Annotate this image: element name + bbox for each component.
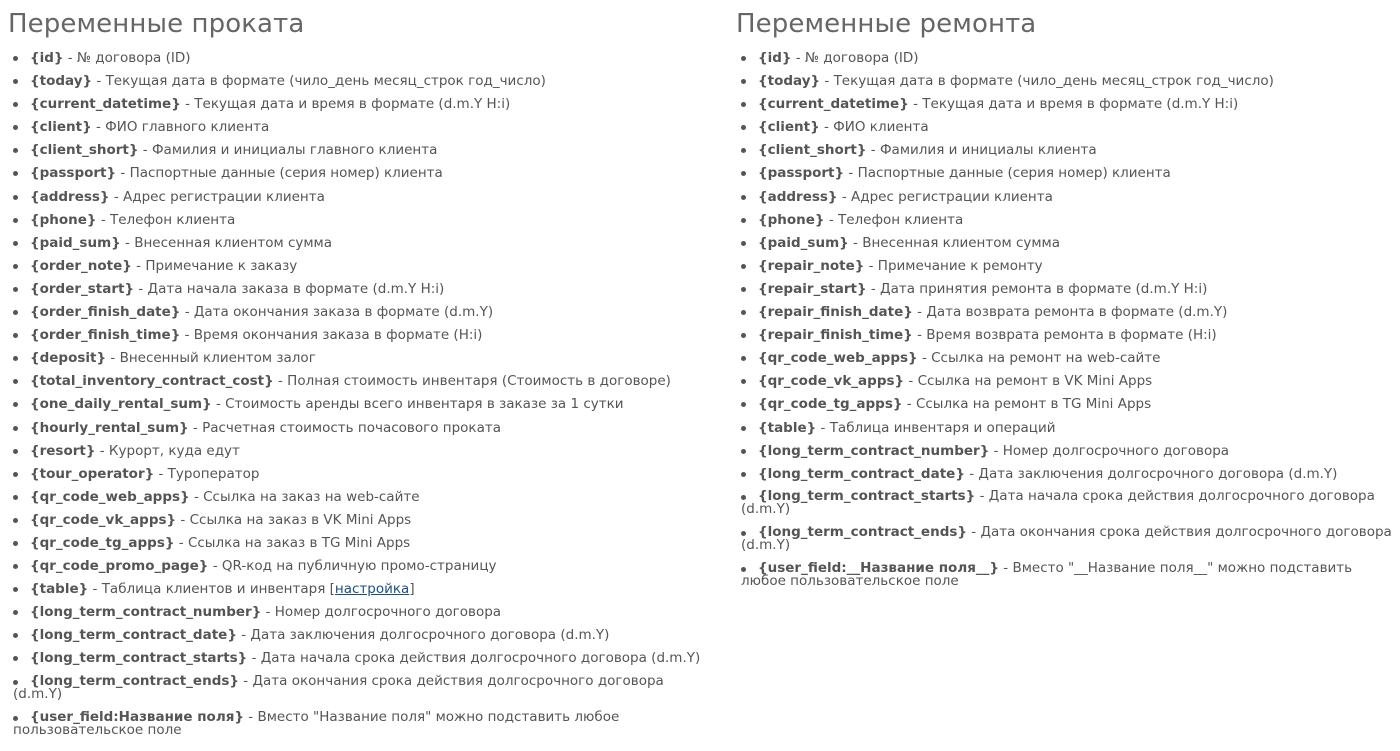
list-item (8, 601, 688, 624)
variable-name: {passport} (30, 165, 117, 182)
variable-name: {id} (758, 50, 792, 66)
variable-description: - № договора (ID) (63, 50, 191, 66)
variable-name: {today} (758, 73, 821, 90)
variable-name: {paid_sum} (758, 234, 849, 251)
list-item (736, 522, 1396, 558)
list-item (736, 301, 1396, 324)
variable-description: - Ссылка на заказ в TG Mini Apps (174, 534, 411, 551)
variable-name: {paid_sum} (30, 234, 121, 251)
list-item (8, 209, 688, 232)
list-item (8, 301, 688, 324)
variable-name: {qr_code_web_apps} (758, 350, 918, 367)
variable-description: - Время возврата ремонта в формате (H:i) (912, 327, 1217, 344)
variable-description: - Адрес регистрации клиента (837, 188, 1053, 205)
variable-name: {qr_code_vk_apps} (758, 373, 905, 390)
variable-description: - Внесенный клиентом залог (106, 350, 316, 367)
variable-description: - Ссылка на заказ в VK Mini Apps (176, 511, 412, 528)
variable-name: {long_term_contract_ends} (758, 523, 968, 540)
list-item (736, 116, 1396, 139)
list-item (736, 139, 1396, 162)
list-item (8, 324, 688, 347)
repair-variables-section (736, 8, 1396, 594)
variable-description: - Таблица клиентов и инвентаря [ (88, 581, 335, 598)
list-item (8, 347, 688, 370)
variable-description: - Текущая дата и время в формате (d.m.Y H:i) (180, 96, 511, 113)
variable-description: - Ссылка на ремонт на web-сайте (917, 350, 1161, 367)
variable-name: {passport} (758, 165, 845, 182)
variable-name: {client_short} (30, 142, 139, 159)
variable-description: - Дата возврата ремонта в формате (d.m.Y) (912, 304, 1228, 321)
variable-description: - Текущая дата в формате (чило_день месяц_строк год_число) (92, 73, 546, 90)
variable-description: - Текущая дата и время в формате (d.m.Y H:i) (908, 96, 1239, 113)
variable-name: {current_datetime} (30, 96, 181, 113)
list-item (736, 558, 1396, 594)
list-item (8, 532, 688, 555)
list-item (8, 93, 688, 116)
list-item (8, 463, 688, 486)
list-item (736, 70, 1396, 93)
variable-name: {repair_start} (758, 280, 867, 297)
variable-description: - Дата начала срока действия долгосрочного договора (d.m.Y) (741, 487, 1375, 518)
list-item (8, 370, 688, 393)
rental-variables-title: Переменные проката (8, 9, 305, 39)
variable-name: {repair_note} (758, 257, 865, 274)
list-item (8, 440, 688, 463)
variable-name: {long_term_contract_starts} (758, 487, 976, 504)
list-item (736, 278, 1396, 301)
list-item (8, 47, 688, 70)
variable-description: - Дата окончания срока действия долгосрочного договора (d.m.Y) (741, 523, 1392, 554)
variable-description: - ФИО клиента (819, 119, 929, 136)
variable-name: {repair_finish_date} (758, 304, 913, 321)
list-item (736, 47, 1396, 70)
variable-description: - Вместо "Название поля" можно подставить любое пользовательское поле (13, 708, 620, 739)
repair-variables-list (736, 47, 1396, 594)
variable-name: {order_start} (30, 280, 135, 297)
variable-description: - ФИО главного клиента (91, 119, 270, 136)
variable-name: {phone} (30, 211, 97, 228)
variable-name: {id} (30, 50, 64, 66)
list-item (8, 647, 701, 670)
list-item (8, 578, 688, 601)
variable-name: {deposit} (30, 350, 107, 367)
variable-name: {long_term_contract_ends} (30, 672, 240, 689)
variable-name: {client} (30, 119, 92, 136)
variable-description: - Стоимость аренды всего инвентаря в заказе за 1 сутки (211, 396, 624, 413)
variable-name: {qr_code_promo_page} (30, 558, 209, 575)
list-item (736, 162, 1396, 185)
list-item (736, 209, 1396, 232)
list-item (8, 671, 688, 707)
variable-description: - Текущая дата в формате (чило_день месяц_строк год_число) (820, 73, 1274, 90)
list-item (8, 707, 688, 743)
list-item (8, 255, 688, 278)
variable-description: - Дата окончания заказа в формате (d.m.Y) (180, 304, 494, 321)
variable-description: - Адрес регистрации клиента (109, 188, 325, 205)
variable-name: {user_field:__Название поля__} (758, 559, 999, 576)
list-item (736, 93, 1396, 116)
variable-name: {order_note} (30, 257, 132, 274)
variable-name: {address} (30, 188, 110, 205)
variable-description: - Фамилия и инициалы главного клиента (138, 142, 438, 159)
variable-description: - Дата начала срока действия долгосрочного договора (d.m.Y) (247, 650, 701, 667)
variable-description: - Расчетная стоимость почасового проката (188, 419, 501, 436)
list-item (736, 393, 1396, 416)
variable-description: - Номер долгосрочного договора (261, 604, 502, 621)
variable-name: {table} (758, 419, 817, 436)
table-settings-link[interactable]: настройка (334, 581, 410, 598)
list-item (8, 70, 688, 93)
variable-description: - Паспортные данные (серия номер) клиента (844, 165, 1171, 182)
variable-name: {tour_operator} (30, 465, 155, 482)
variable-description: - Ссылка на заказ на web-сайте (189, 488, 420, 505)
variable-description: - Телефон клиента (824, 211, 964, 228)
variable-description: - Дата окончания срока действия долгосрочного договора (d.m.Y) (13, 672, 664, 703)
variable-description: - Телефон клиента (96, 211, 236, 228)
variable-description: - Фамилия и инициалы клиента (866, 142, 1097, 159)
variable-name: {total_inventory_contract_cost} (30, 373, 274, 390)
variable-name: {qr_code_web_apps} (30, 488, 190, 505)
list-item (736, 463, 1396, 486)
variable-name: {long_term_contract_number} (758, 442, 990, 459)
list-item (8, 555, 688, 578)
list-item (8, 139, 688, 162)
variable-name: {qr_code_vk_apps} (30, 511, 177, 528)
variable-description: - QR-код на публичную промо-страницу (208, 558, 497, 575)
variable-name: {long_term_contract_number} (30, 604, 262, 621)
variable-name: {today} (30, 73, 93, 90)
variable-description: - Полная стоимость инвентаря (Стоимость в договоре) (273, 373, 671, 390)
list-item (736, 440, 1396, 463)
variable-name: {repair_finish_time} (758, 327, 913, 344)
variable-description: - Вместо "__Название поля__" можно подставить любое пользовательское поле (741, 559, 1353, 590)
rental-variables-list (8, 47, 701, 743)
list-item (8, 186, 688, 209)
list-item (736, 417, 1396, 440)
variable-name: {table} (30, 581, 89, 598)
list-item (8, 278, 688, 301)
list-item (8, 624, 688, 647)
list-item (736, 324, 1396, 347)
variable-name: {long_term_contract_starts} (30, 650, 248, 667)
variable-description: - Время окончания заказа в формате (H:i) (180, 327, 483, 344)
variable-description: - Дата начала заказа в формате (d.m.Y H:i) (134, 280, 445, 297)
variable-name: {long_term_contract_date} (30, 627, 237, 644)
variable-name: {client} (758, 119, 820, 136)
variable-name: {qr_code_tg_apps} (30, 534, 175, 551)
variable-description: - Внесенная клиентом сумма (848, 234, 1061, 251)
list-item (8, 162, 688, 185)
bracket-close: ] (409, 581, 415, 598)
list-item (736, 370, 1396, 393)
variable-description: - Внесенная клиентом сумма (120, 234, 333, 251)
variable-description: - Примечание к ремонту (864, 257, 1043, 274)
list-item (8, 509, 688, 532)
rental-variables-section (8, 8, 701, 743)
list-item (8, 486, 688, 509)
repair-variables-title: Переменные ремонта (736, 9, 1037, 39)
variable-name: {order_finish_time} (30, 327, 181, 344)
variable-name: {phone} (758, 211, 825, 228)
variable-name: {resort} (30, 442, 96, 459)
variable-description: - Курорт, куда едут (95, 442, 240, 459)
list-item (8, 116, 688, 139)
variable-description: - Дата заключения долгосрочного договора (d.m.Y) (964, 465, 1338, 482)
variable-name: {client_short} (758, 142, 867, 159)
variable-description: - Дата принятия ремонта в формате (d.m.Y H:i) (866, 280, 1208, 297)
list-item (736, 255, 1396, 278)
list-item (736, 186, 1396, 209)
list-item (736, 486, 1396, 522)
list-item (8, 417, 688, 440)
variable-description: - Туроператор (154, 465, 260, 482)
variable-name: {hourly_rental_sum} (30, 419, 189, 436)
variable-description: - № договора (ID) (791, 50, 919, 66)
list-item (736, 347, 1396, 370)
variable-name: {address} (758, 188, 838, 205)
variable-description: - Таблица инвентаря и операций (816, 419, 1056, 436)
variable-description: - Примечание к заказу (131, 257, 298, 274)
variable-description: - Ссылка на ремонт в VK Mini Apps (904, 373, 1153, 390)
variable-name: {order_finish_date} (30, 304, 181, 321)
variable-name: {one_daily_rental_sum} (30, 396, 212, 413)
variable-name: {qr_code_tg_apps} (758, 396, 903, 413)
variable-name: {long_term_contract_date} (758, 465, 965, 482)
list-item (8, 232, 688, 255)
variable-description: - Дата заключения долгосрочного договора (d.m.Y) (236, 627, 610, 644)
variable-description: - Номер долгосрочного договора (989, 442, 1230, 459)
variable-description: - Паспортные данные (серия номер) клиента (116, 165, 443, 182)
variable-name: {user_field:Название поля} (30, 708, 244, 725)
variable-description: - Ссылка на ремонт в TG Mini Apps (902, 396, 1152, 413)
list-item (736, 232, 1396, 255)
variable-name: {current_datetime} (758, 96, 909, 113)
list-item (8, 393, 688, 416)
